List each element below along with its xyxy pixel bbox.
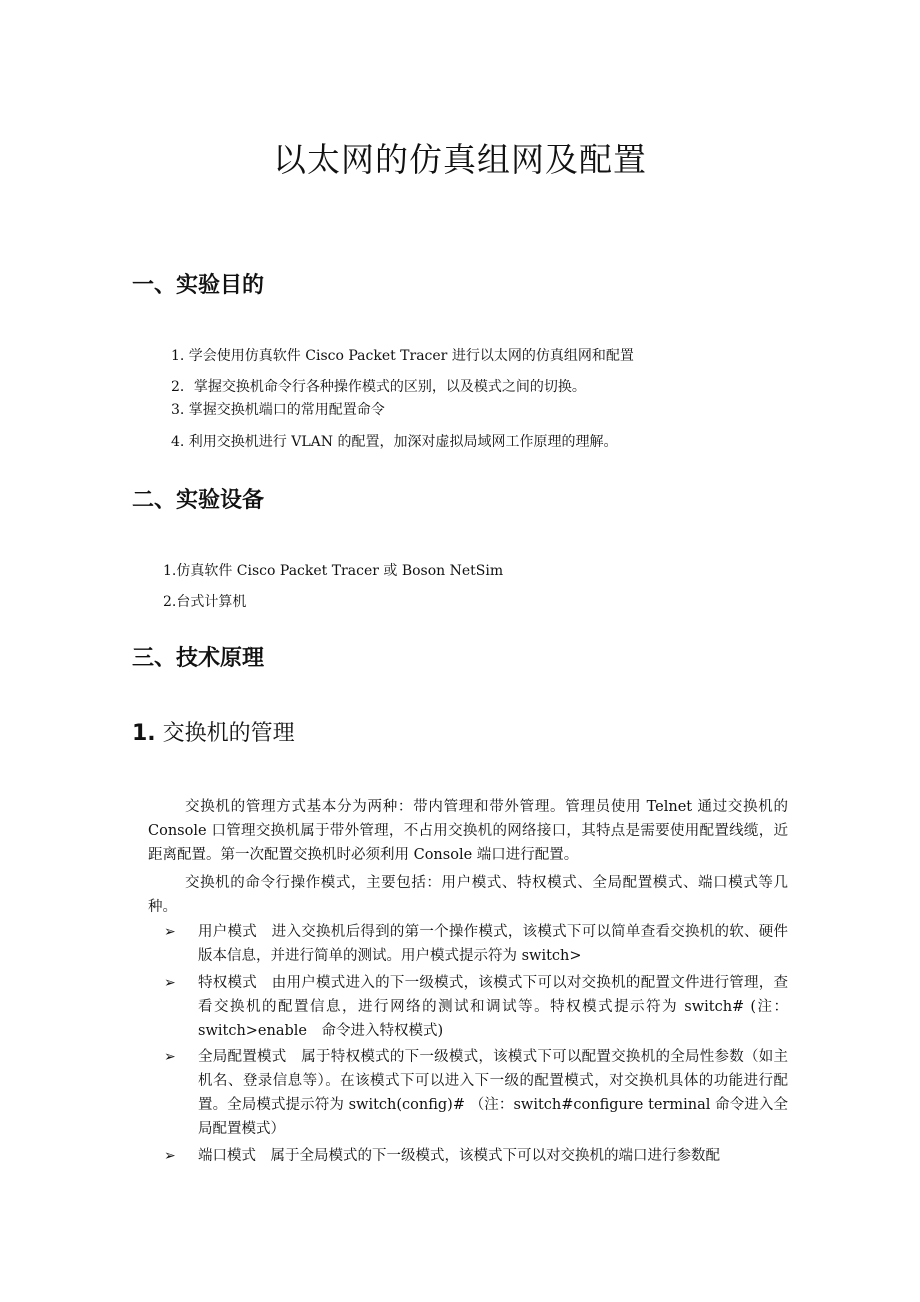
bullet-arrow-icon: ➢ xyxy=(164,1148,176,1164)
subsection-title: 交换机的管理 xyxy=(162,721,295,746)
section-heading-equipment: 二、实验设备 xyxy=(132,488,265,513)
equipment-item-2: 2.台式计算机 xyxy=(163,594,247,610)
bullet-arrow-icon: ➢ xyxy=(164,975,176,991)
paragraph-cli-modes: 交换机的命令行操作模式，主要包括：用户模式、特权模式、全局配置模式、端口模式等几种。 xyxy=(148,875,788,915)
bullet-arrow-icon: ➢ xyxy=(164,1049,176,1065)
subsection-heading-switch-management xyxy=(132,720,295,748)
bullet-privileged-mode: 特权模式 由用户模式进入的下一级模式，该模式下可以对交换机的配置文件进行管理，查看交换机的配置信息，进行网络的测试和调试等。特权模式提示符为 switch# (注：switch>enable 命令进入特权模式) xyxy=(198,975,788,1039)
paragraph-management-methods: 交换机的管理方式基本分为两种：带内管理和带外管理。管理员使用 Telnet 通过交换机的 Console 口管理交换机属于带外管理，不占用交换机的网络接口，其特点是需要使用配置线缆，近距离配置。第一次配置交换机时必须利用 Console 端口进行配置。 xyxy=(148,799,788,863)
subsection-number: 1. xyxy=(132,721,156,746)
bullet-global-config-mode: 全局配置模式 属于特权模式的下一级模式，该模式下可以配置交换机的全局性参数（如主机名、登录信息等）。在该模式下可以进入下一级的配置模式，对交换机具体的功能进行配置。全局模式提示符为 switch(config)# （注：switch#configure terminal 命令进入全局配置模式） xyxy=(198,1049,788,1137)
section-heading-objectives: 一、实验目的 xyxy=(132,273,265,298)
objective-item-3: 3. 掌握交换机端口的常用配置命令 xyxy=(171,402,385,418)
equipment-item-1: 1.仿真软件 Cisco Packet Tracer 或 Boson NetSim xyxy=(163,563,504,579)
bullet-user-mode: 用户模式 进入交换机后得到的第一个操作模式，该模式下可以简单查看交换机的软、硬件版本信息，并进行简单的测试。用户模式提示符为 switch> xyxy=(198,924,788,964)
objective-item-2: 2．掌握交换机命令行各种操作模式的区别，以及模式之间的切换。 xyxy=(171,379,586,395)
objective-item-1: 1. 学会使用仿真软件 Cisco Packet Tracer 进行以太网的仿真组网和配置 xyxy=(171,348,634,364)
bullet-interface-mode: 端口模式 属于全局模式的下一级模式，该模式下可以对交换机的端口进行参数配 xyxy=(198,1148,720,1164)
section-heading-principles: 三、技术原理 xyxy=(132,646,265,671)
bullet-arrow-icon: ➢ xyxy=(164,924,176,940)
page-title: 以太网的仿真组网及配置 xyxy=(273,140,647,179)
objective-item-4: 4. 利用交换机进行 VLAN 的配置，加深对虚拟局域网工作原理的理解。 xyxy=(171,434,618,450)
